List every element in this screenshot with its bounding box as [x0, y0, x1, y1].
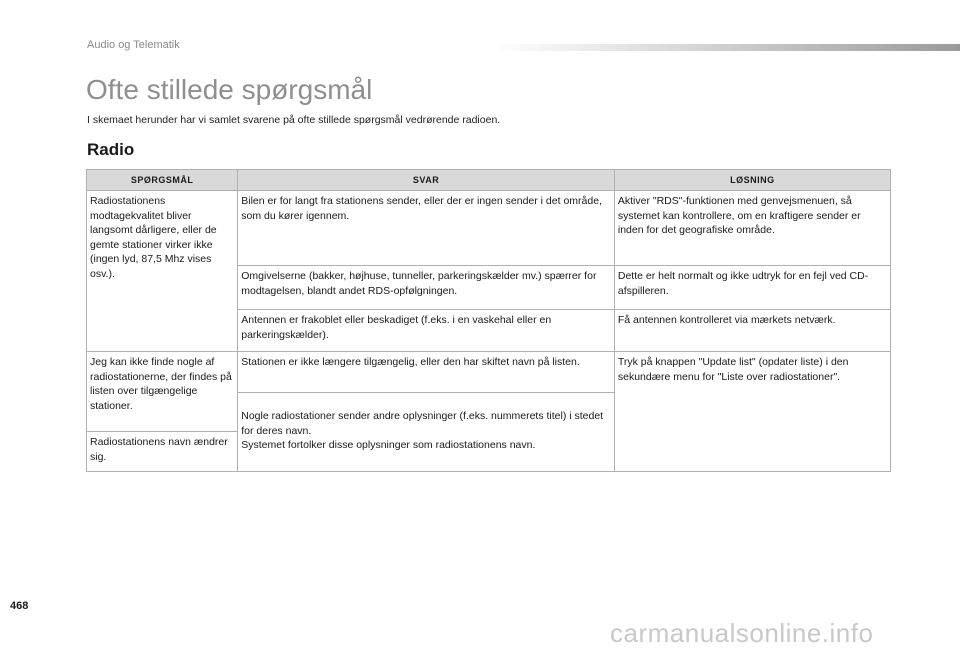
answer-cell: Nogle radiostationer sender andre oplysninger (f.eks. nummerets titel) i stedet for deres navn. Systemet fortolker disse oplysninger som radiostationens navn.	[238, 393, 615, 472]
answer-cell: Omgivelserne (bakker, højhuse, tunneller, parkeringskælder mv.) spærrer for modtagelsen, blandt andet RDS-opfølgningen.	[238, 266, 615, 310]
header-gradient-bar	[490, 44, 960, 51]
section-label: Audio og Telematik	[87, 39, 180, 51]
question-cell: Radiostationens navn ændrer sig.	[87, 432, 238, 472]
question-cell: Jeg kan ikke finde nogle af radiostationerne, der findes på listen over tilgængelige stationer.	[87, 352, 238, 432]
intro-text: I skemaet herunder har vi samlet svarene på ofte stillede spørgsmål vedrørende radioen.	[87, 114, 501, 126]
answer-cell: Stationen er ikke længere tilgængelig, eller den har skiftet navn på listen.	[238, 352, 615, 393]
table-row	[87, 191, 891, 266]
solution-cell: Dette er helt normalt og ikke udtryk for en fejl ved CD-afspilleren.	[614, 266, 890, 310]
column-header-question: SPØRGSMÅL	[87, 170, 238, 191]
page-title: Ofte stillede spørgsmål	[86, 74, 373, 105]
column-header-answer: SVAR	[238, 170, 615, 191]
faq-table	[86, 169, 891, 472]
section-heading-radio: Radio	[87, 140, 135, 159]
table-row	[87, 352, 891, 393]
table-header-row	[87, 170, 891, 191]
watermark: carmanualsonline.info	[610, 618, 874, 648]
solution-cell: Aktiver "RDS"-funktionen med genvejsmenuen, så systemet kan kontrollere, om en kraftigere sender er inden for det geografiske område.	[614, 191, 890, 266]
answer-cell: Antennen er frakoblet eller beskadiget (f.eks. i en vaskehal eller en parkeringskælder).	[238, 310, 615, 352]
column-header-solution: LØSNING	[614, 170, 890, 191]
solution-cell: Få antennen kontrolleret via mærkets netværk.	[614, 310, 890, 352]
question-cell: Radiostationens modtagekvalitet bliver langsomt dårligere, eller de gemte stationer virker ikke (ingen lyd, 87,5 Mhz vises osv.).	[87, 191, 238, 352]
answer-cell: Bilen er for langt fra stationens sender, eller der er ingen sender i det område, som du kører igennem.	[238, 191, 615, 266]
page-number: 468	[10, 600, 29, 612]
solution-cell: Tryk på knappen "Update list" (opdater liste) i den sekundære menu for "Liste over radiostationer".	[614, 352, 890, 472]
